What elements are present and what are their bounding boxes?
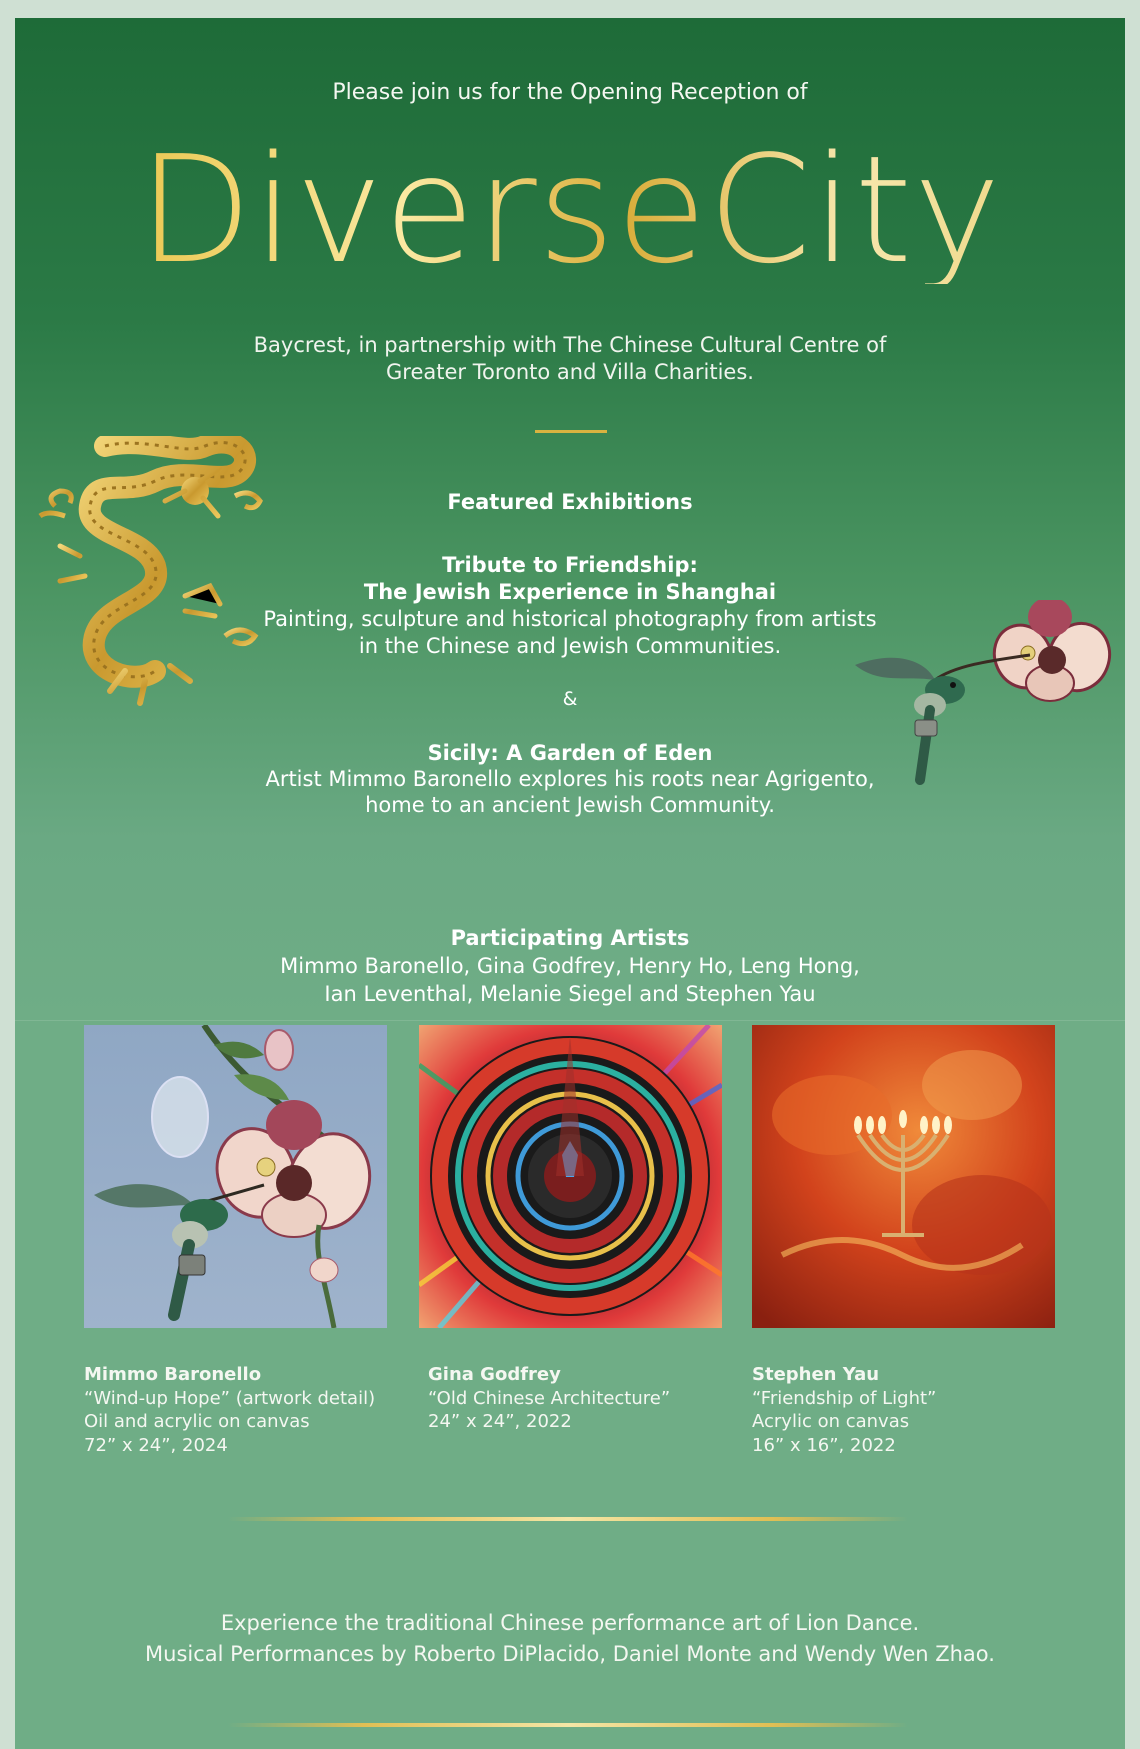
artwork-2-medium: 24” x 24”, 2022 <box>428 1411 572 1432</box>
events-text <box>15 1608 1125 1670</box>
invitation-card <box>15 18 1125 1749</box>
exhibition-2 <box>15 740 1125 818</box>
artwork-caption-3 <box>752 1363 936 1457</box>
artwork-image-old-chinese-architecture <box>419 1025 722 1328</box>
partners-text <box>15 332 1125 386</box>
artwork-caption-2 <box>428 1363 670 1434</box>
artwork-1-size-year: 72” x 24”, 2024 <box>84 1434 228 1456</box>
artwork-1-title: “Wind-up Hope” (artwork detail) <box>84 1387 376 1409</box>
artwork-1-artist: Mimmo Baronello <box>84 1364 262 1385</box>
ampersand: & <box>562 688 578 710</box>
participating-artists-heading: Participating Artists <box>450 926 690 950</box>
partners-line-1: Baycrest, in partnership with The Chinese Cultural Centre of <box>253 333 887 357</box>
exhibition-2-desc-line-1: Artist Mimmo Baronello explores his roots near Agrigento, <box>265 767 875 791</box>
featured-exhibitions-heading: Featured Exhibitions <box>447 490 693 514</box>
artwork-3-medium: Acrylic on canvas <box>752 1411 910 1432</box>
artwork-image-friendship-of-light <box>752 1025 1055 1328</box>
participating-artists <box>15 924 1125 1008</box>
event-title: DiverseCity <box>15 136 1125 284</box>
artwork-2-title: “Old Chinese Architecture” <box>428 1387 671 1409</box>
artwork-2-artist: Gina Godfrey <box>428 1364 561 1385</box>
exhibition-1-title-line-2: The Jewish Experience in Shanghai <box>363 580 777 604</box>
exhibition-1-desc-line-1: Painting, sculpture and historical photography from artists <box>263 607 877 631</box>
events-line-2: Musical Performances by Roberto DiPlacido, Daniel Monte and Wendy Wen Zhao. <box>145 1642 995 1666</box>
exhibition-2-desc-line-2: home to an ancient Jewish Community. <box>365 793 775 817</box>
artwork-3-title: “Friendship of Light” <box>752 1387 937 1409</box>
partners-line-2: Greater Toronto and Villa Charities. <box>386 360 754 384</box>
events-line-1: Experience the traditional Chinese performance art of Lion Dance. <box>220 1611 920 1635</box>
artwork-3-size-year: 16” x 16”, 2022 <box>752 1434 896 1456</box>
gold-divider-2 <box>228 1723 908 1727</box>
gold-dash-divider <box>535 430 607 433</box>
artwork-caption-1 <box>84 1363 375 1457</box>
exhibition-1-desc-line-2: in the Chinese and Jewish Communities. <box>358 634 782 658</box>
intro-text: Please join us for the Opening Reception of <box>332 80 808 105</box>
gold-divider-1 <box>228 1517 908 1521</box>
section-divider <box>15 1020 1125 1021</box>
artwork-3-artist: Stephen Yau <box>752 1364 880 1385</box>
artwork-image-wind-up-hope <box>84 1025 387 1328</box>
exhibition-2-title: Sicily: A Garden of Eden <box>427 741 713 765</box>
participating-artists-line-1: Mimmo Baronello, Gina Godfrey, Henry Ho, Leng Hong, <box>280 954 860 978</box>
participating-artists-line-2: Ian Leventhal, Melanie Siegel and Stephen Yau <box>324 982 816 1006</box>
exhibition-1-title-line-1: Tribute to Friendship: <box>442 553 698 577</box>
artwork-1-medium: Oil and acrylic on canvas <box>84 1411 310 1432</box>
